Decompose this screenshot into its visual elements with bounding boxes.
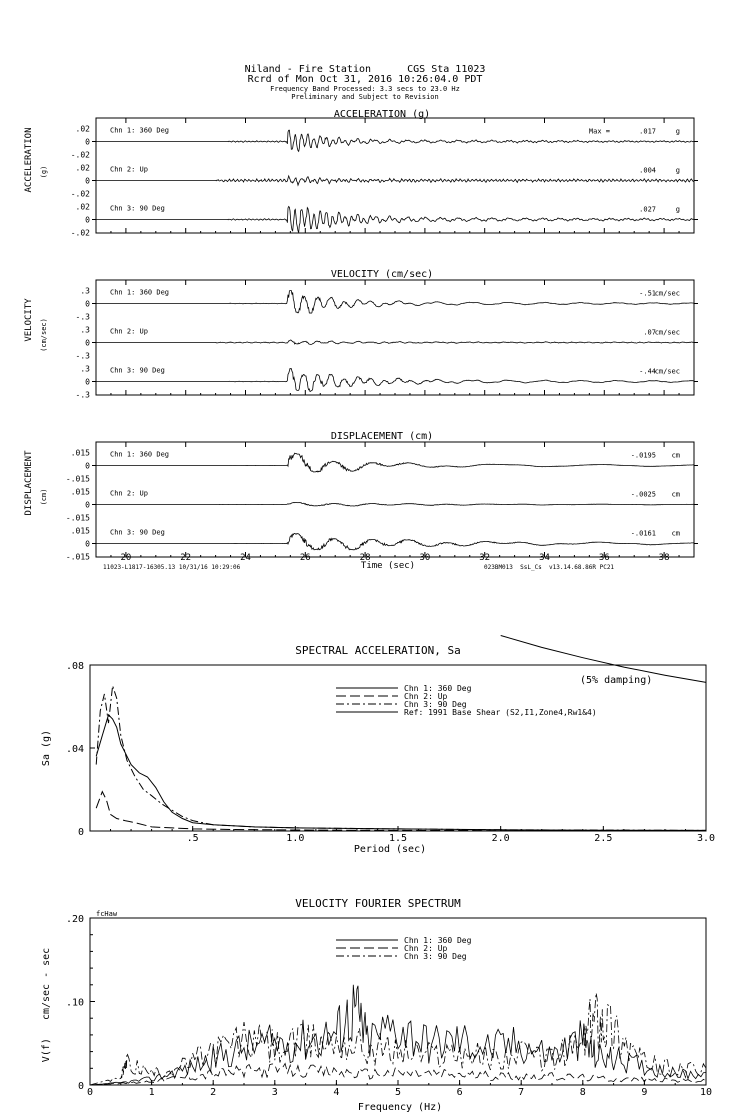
channel-ytick-label: 0: [85, 176, 90, 186]
channel-max-unit: cm/sec: [654, 367, 680, 376]
channel-ytick-label: 0: [85, 500, 90, 510]
channel-ytick-label: -.02: [70, 189, 90, 199]
sa-xtick-label: 1.5: [388, 833, 408, 844]
channel-ytick-label: .02: [75, 202, 90, 212]
header-band: Frequency Band Processed: 3.3 secs to 23.0 Hz: [270, 85, 460, 93]
channel-ytick-label: -.015: [65, 513, 90, 523]
channel-max-value: -.0025: [630, 490, 656, 499]
spectral-acceleration-chart: [41, 636, 715, 856]
channel-ytick-label: -.3: [75, 390, 90, 400]
time-xtick-label: 28: [359, 553, 371, 563]
channel-waveform: [96, 502, 694, 506]
fourier-spectrum-chart: [41, 897, 712, 1113]
sa-series-line: [96, 686, 706, 831]
sa-ytick-label: .08: [65, 661, 84, 672]
channel-name-label: Chn 2: Up: [110, 165, 148, 174]
fs-xtick-label: 9: [641, 1087, 648, 1098]
fs-xtick-label: 5: [394, 1087, 402, 1098]
channel-max-value: -.51: [639, 289, 656, 298]
sa-plot-frame: [90, 665, 706, 831]
channel-ytick-label: -.3: [75, 351, 90, 361]
channel-max-label: Max =: [588, 127, 610, 136]
time-xtick-label: 22: [180, 553, 192, 563]
channel-name-label: Chn 3: 90 Deg: [110, 204, 165, 213]
fs-ylabel: V(f) cm/sec - sec: [41, 947, 52, 1063]
channel-ytick-label: .3: [80, 364, 90, 374]
channel-max-unit: g: [675, 127, 680, 136]
time-xtick-label: 38: [658, 553, 670, 563]
vel-title: VELOCITY (cm/sec): [330, 269, 434, 280]
channel-waveform: [96, 288, 694, 314]
channel-max-value: -.44: [639, 367, 656, 376]
sa-ylabel: Sa (g): [41, 729, 52, 767]
channel-name-label: Chn 3: 90 Deg: [110, 366, 165, 375]
channel-ytick-label: -.015: [65, 552, 90, 562]
fs-legend-label: Chn 1: 360 Deg: [404, 936, 472, 945]
time-xtick-label: 36: [598, 553, 610, 563]
sa-xtick-label: 1.0: [286, 833, 305, 844]
sa-series-line: [96, 715, 706, 831]
header-preliminary: Preliminary and Subject to Revision: [291, 93, 439, 101]
channel-name-label: Chn 1: 360 Deg: [110, 288, 170, 297]
sa-xtick-label: 3.0: [696, 833, 716, 844]
fs-xtick-label: 4: [333, 1087, 340, 1098]
channel-max-value: .004: [639, 166, 656, 175]
channel-ytick-label: .02: [75, 163, 90, 173]
channel-ytick-label: 0: [85, 299, 90, 309]
fs-xtick-label: 0: [86, 1087, 94, 1098]
channel-ytick-label: .3: [80, 286, 90, 296]
channel-ytick-label: 0: [85, 539, 90, 549]
channel-max-unit: cm: [671, 529, 680, 538]
time-xtick-label: 24: [240, 553, 251, 563]
fs-xtick-label: 2: [210, 1087, 217, 1098]
channel-max-value: -.0195: [630, 451, 656, 460]
channel-ytick-label: .3: [80, 325, 90, 335]
record-header: [245, 64, 486, 101]
channel-ytick-label: 0: [85, 461, 90, 471]
channel-waveform: [96, 340, 694, 345]
fs-xtick-label: 7: [518, 1087, 525, 1098]
velocity-panel-frame: [96, 280, 694, 395]
disp-ylabel: DISPLACEMENT: [24, 450, 34, 516]
time-xtick-label: 30: [419, 553, 431, 563]
fs-corner-label: fcHaw: [96, 910, 118, 918]
sa-xlabel: Period (sec): [353, 844, 427, 855]
fs-xtick-label: 10: [699, 1087, 713, 1098]
footer-left: 11023-L1817-16305.13 10/31/16 10:29:06: [103, 564, 241, 571]
fs-title: VELOCITY FOURIER SPECTRUM: [295, 897, 461, 910]
fs-ytick-label: .10: [65, 997, 84, 1009]
sa-legend-label: Ref: 1991 Base Shear (S2,I1,Zone4,Rw1&4): [404, 708, 597, 717]
channel-ytick-label: -.015: [65, 474, 90, 484]
fs-ytick-label: 0: [77, 1081, 84, 1092]
channel-ytick-label: .015: [70, 526, 90, 536]
accel-ylabel: ACCELERATION: [24, 127, 34, 193]
channel-ytick-label: .02: [75, 124, 90, 134]
channel-ytick-label: -.02: [70, 150, 90, 160]
channel-ytick-label: -.3: [75, 312, 90, 322]
footer-right: 023BM013 SsL_Cs v13.14.68.86R PC21: [484, 564, 615, 571]
channel-waveform: [96, 176, 694, 185]
time-series-panels: [24, 109, 698, 571]
time-xlabel: Time (sec): [360, 561, 416, 571]
channel-ytick-label: 0: [85, 338, 90, 348]
channel-name-label: Chn 2: Up: [110, 489, 148, 498]
time-xtick-label: 26: [299, 553, 311, 563]
channel-name-label: Chn 2: Up: [110, 327, 148, 336]
channel-name-label: Chn 1: 360 Deg: [110, 450, 170, 459]
time-xtick-label: 34: [539, 553, 550, 563]
fs-series-line: [90, 985, 706, 1085]
sa-legend-label: Chn 1: 360 Deg: [404, 684, 472, 693]
channel-ytick-label: .015: [70, 448, 90, 458]
time-xtick-label: 20: [120, 553, 132, 563]
channel-waveform: [96, 366, 694, 392]
sa-xtick-label: .5: [186, 833, 199, 844]
channel-max-unit: g: [675, 166, 680, 175]
channel-max-value: .07: [643, 328, 656, 337]
channel-waveform: [96, 450, 694, 472]
fs-legend-label: Chn 3: 90 Deg: [404, 952, 467, 961]
channel-name-label: Chn 1: 360 Deg: [110, 126, 170, 135]
sa-legend-label: Chn 3: 90 Deg: [404, 700, 467, 709]
fs-xtick-label: 8: [579, 1087, 586, 1098]
sa-ytick-label: .04: [65, 744, 84, 755]
sa-xtick-label: 2.0: [491, 833, 510, 844]
fs-xtick-label: 6: [456, 1087, 463, 1098]
channel-max-unit: cm: [671, 490, 680, 499]
header-record-time: Rcrd of Mon Oct 31, 2016 10:26:04.0 PDT: [247, 74, 483, 85]
channel-max-unit: g: [675, 205, 680, 214]
channel-max-unit: cm/sec: [654, 328, 680, 337]
fs-legend-label: Chn 2: Up: [404, 944, 448, 953]
vel-unit: (cm/sec): [40, 318, 48, 352]
channel-max-value: -.0161: [630, 529, 656, 538]
channel-max-value: .017: [639, 127, 656, 136]
channel-ytick-label: 0: [85, 137, 90, 147]
disp-title: DISPLACEMENT (cm): [330, 431, 434, 442]
header-station: Niland - Fire Station CGS Sta 11023: [244, 64, 486, 75]
sa-series-line: [96, 792, 706, 831]
vel-ylabel: VELOCITY: [24, 298, 34, 342]
channel-max-value: .027: [639, 205, 656, 214]
channel-max-unit: cm/sec: [654, 289, 680, 298]
sa-xtick-label: 2.5: [594, 833, 613, 844]
sa-damping-annotation: (5% damping): [580, 675, 653, 686]
accel-title: ACCELERATION (g): [333, 109, 431, 120]
time-xtick-label: 32: [479, 553, 491, 563]
sa-title: SPECTRAL ACCELERATION, Sa: [295, 644, 461, 657]
fs-xlabel: Frequency (Hz): [357, 1102, 443, 1113]
displacement-panel-frame: [96, 442, 694, 557]
channel-ytick-label: 0: [85, 215, 90, 225]
disp-unit: (cm): [40, 488, 48, 506]
channel-ytick-label: 0: [85, 377, 90, 387]
channel-ytick-label: -.02: [70, 228, 90, 238]
sa-ytick-label: 0: [77, 827, 84, 838]
accel-unit: (g): [40, 165, 48, 179]
channel-max-unit: cm: [671, 451, 680, 460]
fs-xtick-label: 3: [271, 1087, 278, 1098]
fs-xtick-label: 1: [148, 1087, 155, 1098]
channel-waveform: [96, 533, 694, 549]
sa-legend-label: Chn 2: Up: [404, 692, 448, 701]
fs-ytick-label: .20: [65, 914, 84, 925]
channel-ytick-label: .015: [70, 487, 90, 497]
channel-name-label: Chn 3: 90 Deg: [110, 528, 165, 537]
